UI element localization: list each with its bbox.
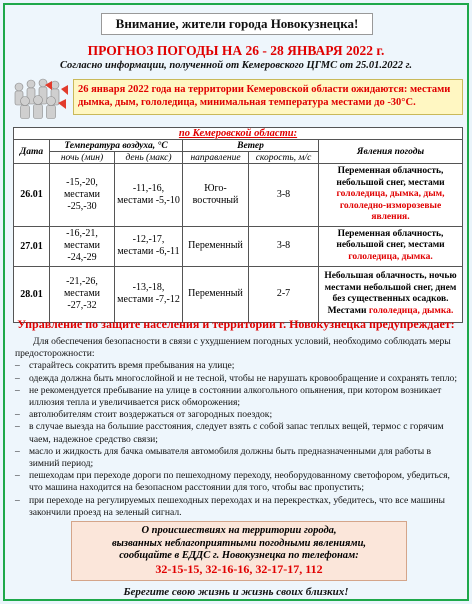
- phen-hazard: гололедица, дымка.: [368, 305, 454, 316]
- row-speed: 3-8: [249, 164, 319, 227]
- advice-list: [15, 360, 463, 519]
- row-night: -16,-21, местами -24,-29: [50, 226, 115, 266]
- header-temp: Температура воздуха, °С: [50, 140, 183, 152]
- table-row: [14, 164, 463, 227]
- row-day: -11,-16, местами -5,-10: [115, 164, 183, 227]
- forecast-subtitle: Согласно информации, полученной от Кемеровского ЦГМС от 25.01.2022 г.: [59, 60, 412, 71]
- row-phenomena: [319, 226, 463, 266]
- row-direction: Переменный: [183, 266, 249, 322]
- list-item: – автолюбителям стоит воздержаться от загородных поездок;: [15, 409, 463, 421]
- table-row: [14, 226, 463, 266]
- header-phenomena: Явления погоды: [319, 140, 463, 164]
- list-item: – масло и жидкость для бачка омывателя автомобиля должны быть предназначенными для работы в зимний период;: [15, 446, 463, 470]
- region-row: [14, 128, 463, 140]
- list-item: – при переходе на регулируемых пешеходных переходах и на перекрестках, убедитесь, что все машины закончили проезд на зеленый сигнал.: [15, 495, 463, 519]
- forecast-table: [13, 127, 463, 323]
- list-item: – одежда должна быть многослойной и не тесной, чтобы не нарушать кровообращение и сохранять тепло;: [15, 373, 463, 385]
- header-day: день (макс): [115, 152, 183, 164]
- footer-slogan: Берегите свою жизнь и жизнь своих близких!: [123, 586, 349, 598]
- row-phenomena: [319, 164, 463, 227]
- row-day: -13,-18, местами -7,-12: [115, 266, 183, 322]
- warning-heading: Управление по защите населения и территории г. Новокузнецка предупреждает:: [17, 317, 455, 331]
- row-direction: Переменный: [183, 226, 249, 266]
- row-day: -12,-17, местами -6,-11: [115, 226, 183, 266]
- phen-hazard: гололедица, дымка.: [348, 251, 433, 262]
- forecast-title: ПРОГНОЗ ПОГОДЫ НА 26 - 28 ЯНВАРЯ 2022 г.: [87, 43, 385, 58]
- contact-line-3: сообщайте в ЕДДС г. Новокузнецка по телефонам:: [119, 550, 359, 561]
- list-item: – старайтесь сократить время пребывания на улице;: [15, 360, 463, 372]
- phen-text: Небольшая облачность, ночью местами небольшой снег, днем без существенных осадков. Местами: [324, 271, 457, 316]
- alert-box: 26 января 2022 года на территории Кемеровской области ожидаются: местами дымка, дым, гололедица, минимальная температура местами до -30°С.: [73, 79, 463, 115]
- row-date: 26.01: [14, 164, 50, 227]
- header-night: ночь (мин): [50, 152, 115, 164]
- forecast-table-wrap: [13, 127, 463, 323]
- row-night: -21,-26, местами -27,-32: [50, 266, 115, 322]
- phen-hazard: гололедица, дымка, дым, гололедно-изморозевые явления.: [336, 189, 445, 222]
- row-night: -15,-20, местами -25,-30: [50, 164, 115, 227]
- list-item: – пешеходам при переходе дороги по пешеходному переходу, необорудованному светофором, убедиться, что машина находится на безопасном расстоянии для того, чтобы вас пропустить;: [15, 470, 463, 494]
- contact-line-2: вызванных неблагоприятными погодными явлениями,: [111, 537, 367, 549]
- table-row: [14, 266, 463, 322]
- header-date: Дата: [14, 140, 50, 164]
- attention-banner: Внимание, жители города Новокузнецка!: [101, 13, 373, 35]
- contact-line-1: О происшествиях на территории города,: [141, 525, 337, 536]
- row-date: 28.01: [14, 266, 50, 322]
- header-direction: направление: [183, 152, 249, 164]
- advice-intro: Для обеспечения безопасности в связи с ухудшением погодных условий, необходимо соблюдать меры предосторожности:: [15, 336, 451, 360]
- phen-text: Переменная облачность, небольшой снег, местами: [336, 228, 445, 251]
- page-frame: [3, 3, 469, 601]
- list-item: – в случае выезда на большие расстояния, следует взять с собой запас теплых вещей, термос с горячим чаем, надежное средство связи;: [15, 421, 463, 445]
- row-phenomena: [319, 266, 463, 322]
- row-speed: 3-8: [249, 226, 319, 266]
- header-row-1: [14, 140, 463, 152]
- phone-numbers: 32-15-15, 32-16-16, 32-17-17, 112: [155, 561, 323, 576]
- row-date: 27.01: [14, 226, 50, 266]
- header-wind: Ветер: [183, 140, 319, 152]
- phen-text: Переменная облачность, небольшой снег, местами: [336, 166, 445, 188]
- row-direction: Юго-восточный: [183, 164, 249, 227]
- list-item: – не рекомендуется пребывание на улице в состоянии алкогольного опьянения, при котором возникает иллюзия тепла и увеличивается риск обморожения;: [15, 385, 463, 409]
- safety-advice: [15, 336, 463, 519]
- header-speed: скорость, м/с: [249, 152, 319, 164]
- row-speed: 2-7: [249, 266, 319, 322]
- contact-box: [71, 521, 407, 581]
- megaphone-crowd-icon: [11, 75, 69, 119]
- region-label: по Кемеровской области:: [14, 128, 463, 140]
